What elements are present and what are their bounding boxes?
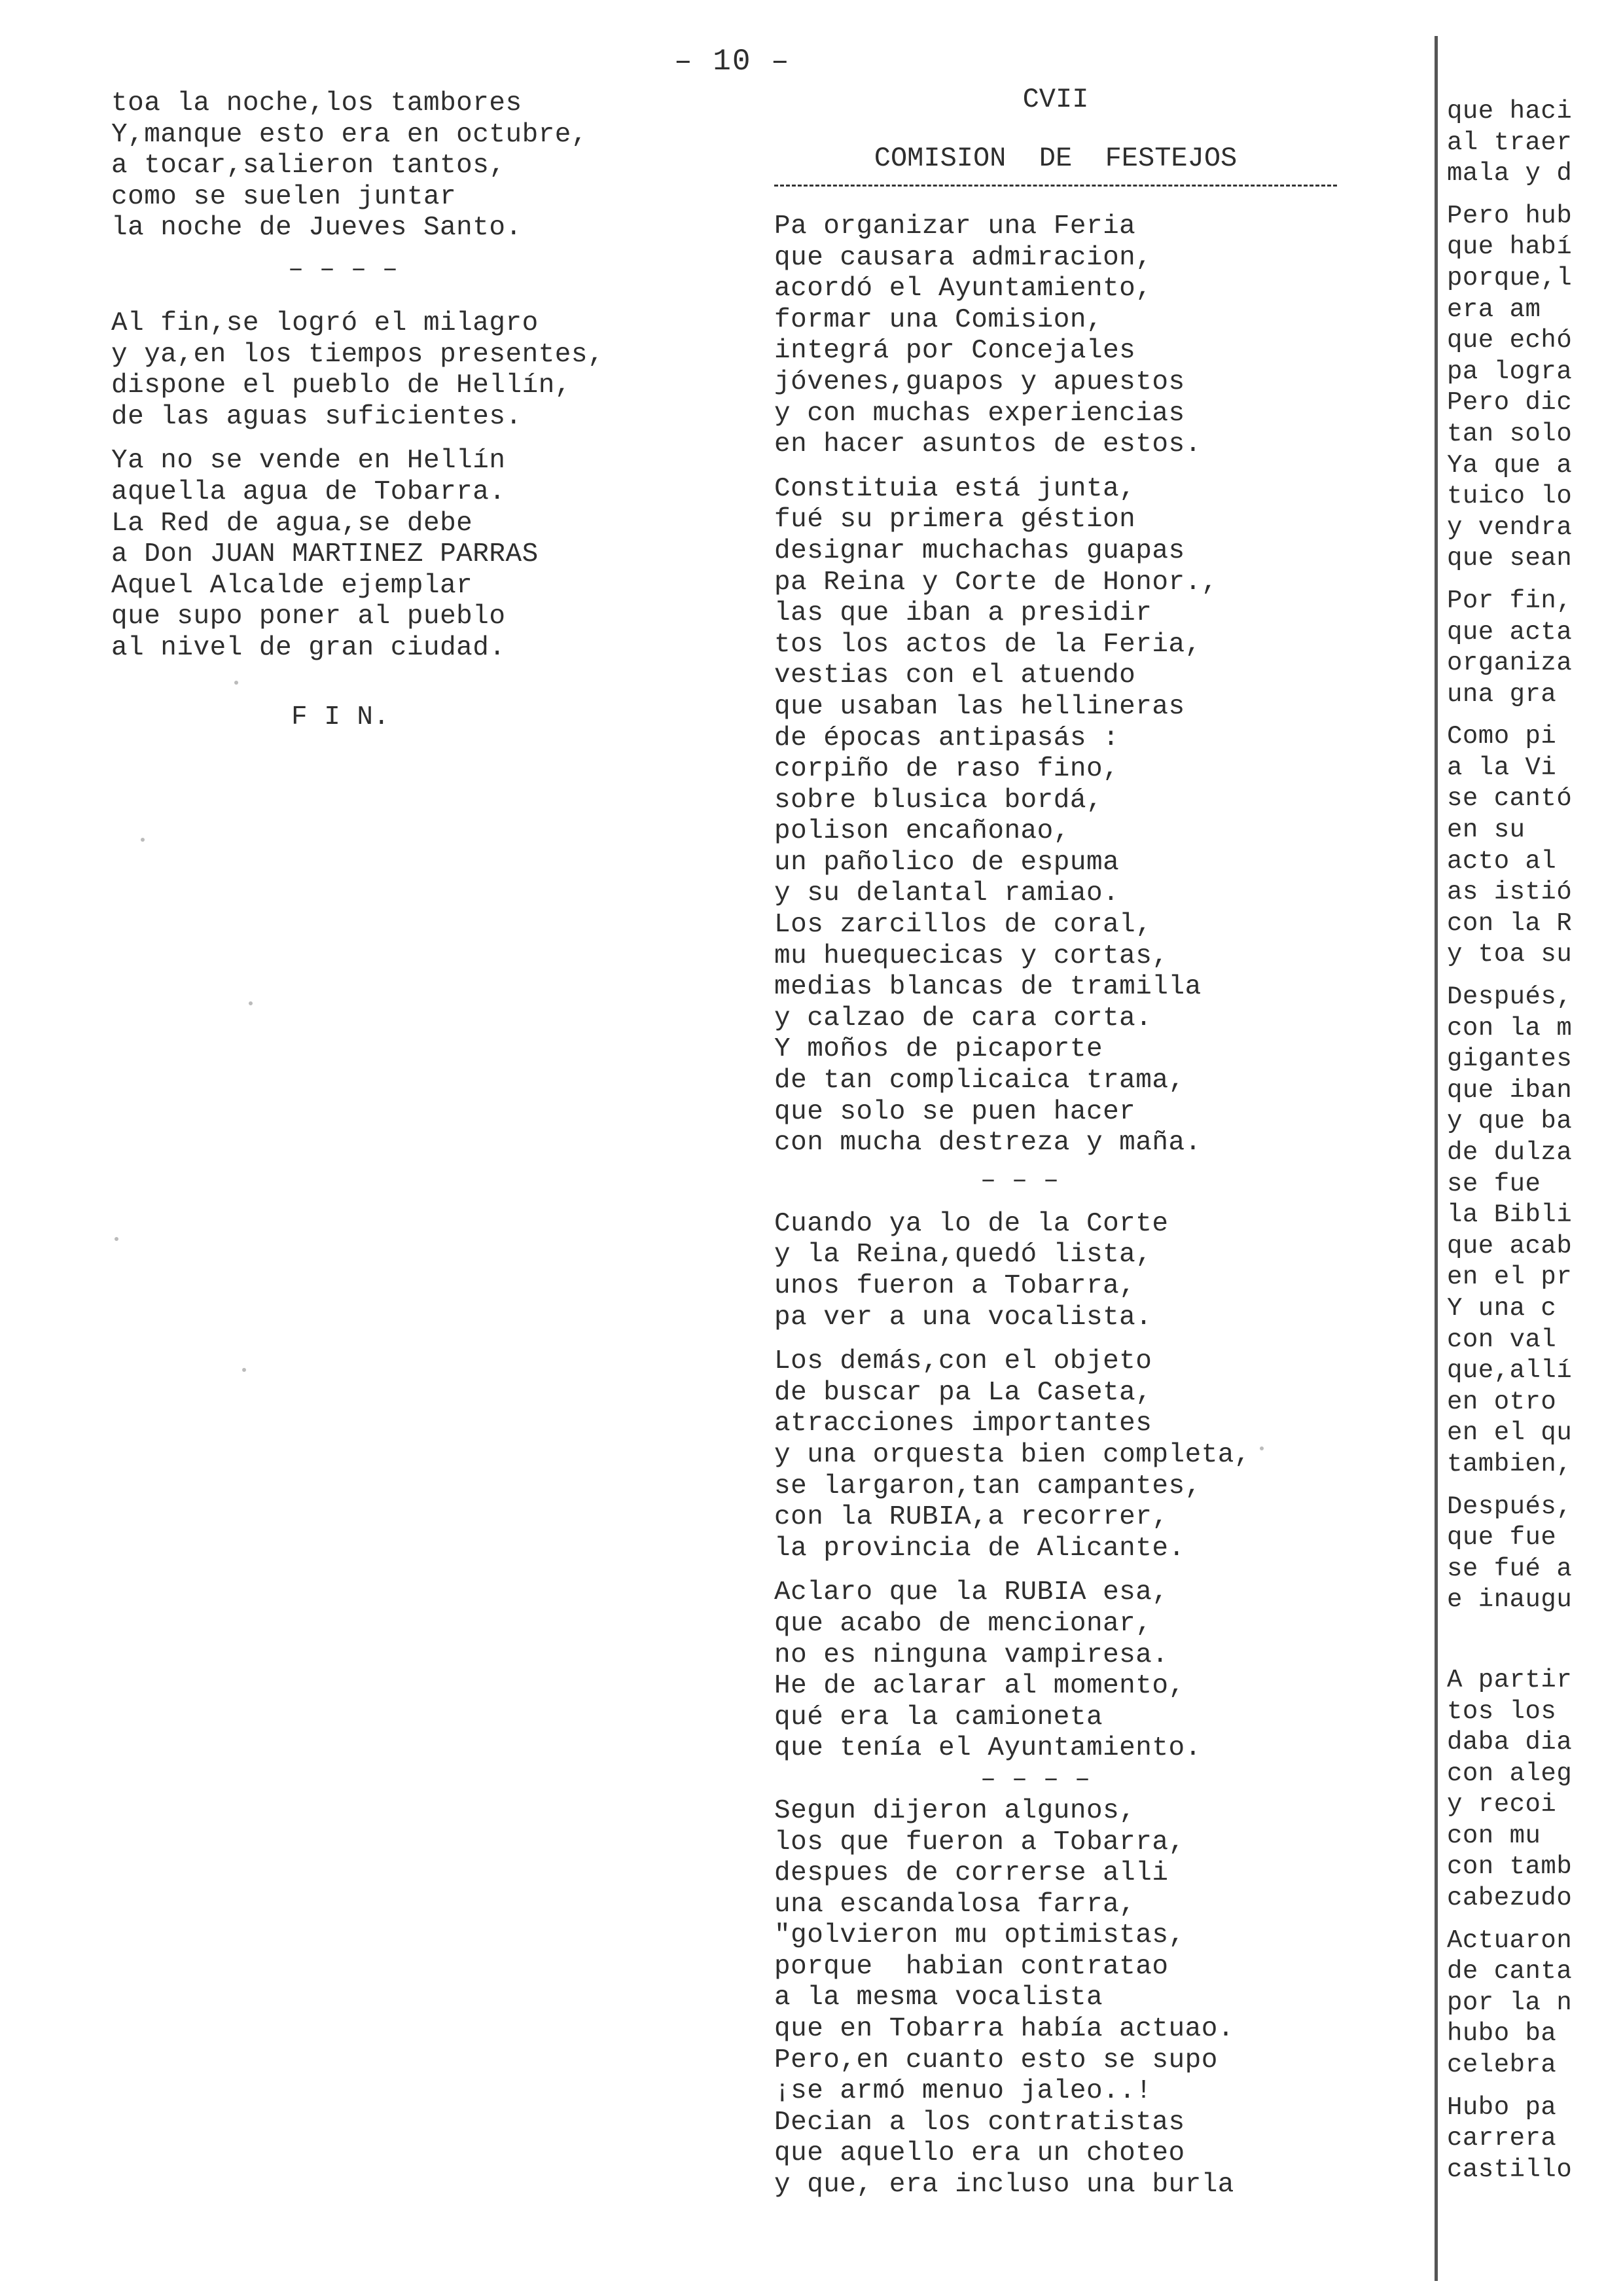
poem-line: se cantó bbox=[1447, 784, 1573, 814]
poem-line: Segun dijeron algunos, bbox=[774, 1795, 1136, 1826]
right-stanza-6 bbox=[1447, 1492, 1623, 1616]
right-cropped-column bbox=[1435, 36, 1623, 2281]
poem-line: en el pr bbox=[1447, 1263, 1573, 1292]
poem-line: cabezudo bbox=[1447, 1884, 1573, 1913]
poem-line: atracciones importantes bbox=[774, 1408, 1152, 1439]
poem-line: tambien, bbox=[1447, 1449, 1573, 1479]
poem-line: y recoi bbox=[1447, 1790, 1557, 1820]
poem-line: Y moños de picaporte bbox=[774, 1034, 1103, 1065]
poem-line: gigantes bbox=[1447, 1045, 1573, 1074]
end-marker: F I N. bbox=[291, 702, 390, 732]
right-stanza-8 bbox=[1447, 1926, 1623, 2081]
poem-line: en otro bbox=[1447, 1387, 1557, 1416]
poem-line: se fue bbox=[1447, 1169, 1541, 1198]
poem-line: Decian a los contratistas bbox=[774, 2107, 1185, 2138]
stanza-separator: – – – bbox=[980, 1166, 1060, 1196]
poem-line: tos los bbox=[1447, 1696, 1557, 1726]
poem-line: se fué a bbox=[1447, 1554, 1573, 1583]
poem-line: de tan complicaica trama, bbox=[774, 1066, 1185, 1096]
poem-line: con val bbox=[1447, 1325, 1557, 1354]
right-stanza-3 bbox=[1447, 586, 1623, 710]
poem-line: al traer bbox=[1447, 128, 1573, 157]
poem-line: que habí bbox=[1447, 232, 1573, 262]
poem-line: y una orquesta bien completa, bbox=[774, 1439, 1251, 1470]
chapter-number: CVII bbox=[1022, 84, 1089, 115]
poem-line: y la Reina,quedó lista, bbox=[774, 1240, 1152, 1270]
poem-line: La Red de agua,se debe bbox=[111, 508, 473, 539]
poem-line: mu huequecicas y cortas, bbox=[774, 941, 1169, 971]
poem-line: de las aguas suficientes. bbox=[111, 401, 522, 432]
right-stanza-1 bbox=[1447, 96, 1623, 190]
poem-line: en el qu bbox=[1447, 1418, 1573, 1448]
right-stanza-2 bbox=[1447, 201, 1623, 575]
poem-line: una gra bbox=[1447, 679, 1557, 709]
poem-line: que,allí bbox=[1447, 1356, 1573, 1386]
poem-line: de buscar pa La Caseta, bbox=[774, 1377, 1152, 1408]
poem-line: que solo se puen hacer bbox=[774, 1096, 1136, 1127]
poem-line: de canta bbox=[1447, 1957, 1573, 1986]
poem-line: los que fueron a Tobarra, bbox=[774, 1827, 1185, 1857]
poem-line: despues de correrse alli bbox=[774, 1858, 1169, 1889]
poem-line: que fue bbox=[1447, 1523, 1557, 1552]
poem-line: que aquello era un choteo bbox=[774, 2138, 1185, 2169]
poem-line: formar una Comision, bbox=[774, 304, 1103, 335]
poem-line: designar muchachas guapas bbox=[774, 535, 1185, 566]
poem-line: y ya,en los tiempos presentes, bbox=[111, 339, 605, 370]
poem-line: acordó el Ayuntamiento, bbox=[774, 274, 1152, 304]
poem-line: dispone el pueblo de Hellín, bbox=[111, 370, 571, 401]
poem-line: acto al bbox=[1447, 846, 1557, 876]
poem-line: que supo poner al pueblo bbox=[111, 601, 506, 632]
poem-line: organiza bbox=[1447, 649, 1573, 678]
poem-line: Los demás,con el objeto bbox=[774, 1346, 1152, 1377]
poem-line: a la mesma vocalista bbox=[774, 1982, 1103, 2013]
poem-line: que tenía el Ayuntamiento. bbox=[774, 1733, 1202, 1764]
poem-line: no es ninguna vampiresa. bbox=[774, 1640, 1169, 1670]
poem-line: A partir bbox=[1447, 1665, 1573, 1695]
poem-line: vestias con el atuendo bbox=[774, 660, 1136, 691]
poem-line: porque,l bbox=[1447, 263, 1573, 293]
poem-line: Cuando ya lo de la Corte bbox=[774, 1208, 1169, 1239]
poem-line: Después, bbox=[1447, 982, 1573, 1012]
poem-line: una escandalosa farra, bbox=[774, 1889, 1136, 1920]
scan-speck bbox=[234, 681, 238, 685]
poem-line: porque habian contratao bbox=[774, 1951, 1169, 1982]
poem-line: y su delantal ramiao. bbox=[774, 878, 1120, 909]
poem-line: Los zarcillos de coral, bbox=[774, 910, 1152, 941]
poem-line: "golvieron mu optimistas, bbox=[774, 1920, 1185, 1951]
poem-line: fué su primera géstion bbox=[774, 505, 1136, 535]
poem-line: con la R bbox=[1447, 908, 1573, 938]
poem-line: que en Tobarra había actuao. bbox=[774, 2014, 1234, 2045]
poem-line: con la m bbox=[1447, 1013, 1573, 1043]
scan-speck bbox=[249, 1001, 253, 1005]
mid-stanza-6 bbox=[774, 1796, 1337, 2201]
chapter-title: COMISION DE FESTEJOS bbox=[874, 143, 1238, 174]
poem-line: con tamb bbox=[1447, 1852, 1573, 1882]
poem-line: a tocar,salieron tantos, bbox=[111, 151, 506, 181]
poem-line: toa la noche,los tambores bbox=[111, 88, 522, 118]
poem-line: integrá por Concejales bbox=[774, 336, 1136, 367]
poem-line: mala y d bbox=[1447, 159, 1573, 188]
poem-line: Y,manque esto era en octubre, bbox=[111, 119, 588, 150]
poem-line: al nivel de gran ciudad. bbox=[111, 632, 506, 663]
poem-line: celebra bbox=[1447, 2051, 1557, 2080]
poem-line: con la RUBIA,a recorrer, bbox=[774, 1502, 1169, 1533]
poem-line: la noche de Jueves Santo. bbox=[111, 213, 522, 243]
poem-line: castillo bbox=[1447, 2155, 1573, 2184]
poem-line: e inaugu bbox=[1447, 1585, 1573, 1615]
poem-line: se largaron,tan campantes, bbox=[774, 1471, 1202, 1501]
poem-line: y que, era incluso una burla bbox=[774, 2170, 1234, 2200]
poem-line: hubo ba bbox=[1447, 2019, 1557, 2049]
poem-line: carrera bbox=[1447, 2124, 1557, 2153]
poem-line: tos los actos de la Feria, bbox=[774, 629, 1202, 660]
poem-line: Aclaro que la RUBIA esa, bbox=[774, 1577, 1169, 1608]
poem-line: la provincia de Alicante. bbox=[774, 1533, 1185, 1564]
poem-line: qué era la camioneta bbox=[774, 1702, 1103, 1732]
poem-line: tuico lo bbox=[1447, 482, 1573, 511]
poem-line: polison encañonao, bbox=[774, 816, 1070, 847]
poem-line: Ya no se vende en Hellín bbox=[111, 446, 506, 476]
right-stanza-9 bbox=[1447, 2092, 1623, 2186]
scan-speck bbox=[115, 1237, 118, 1241]
left-poem-column bbox=[111, 88, 700, 733]
poem-line: la Bibli bbox=[1447, 1200, 1573, 1230]
poem-line: Actuaron bbox=[1447, 1926, 1573, 1955]
poem-line: por la n bbox=[1447, 1988, 1573, 2017]
poem-line: pa logra bbox=[1447, 357, 1573, 386]
poem-line: las que iban a presidir bbox=[774, 598, 1152, 629]
poem-line: Al fin,se logró el milagro bbox=[111, 308, 539, 338]
left-stanza-2 bbox=[111, 308, 700, 433]
poem-line: era am bbox=[1447, 295, 1541, 324]
poem-line: daba dia bbox=[1447, 1728, 1573, 1757]
poem-line: corpiño de raso fino, bbox=[774, 754, 1120, 785]
left-stanza-1 bbox=[111, 88, 700, 244]
poem-line: en hacer asuntos de estos. bbox=[774, 429, 1202, 460]
poem-line: que causara admiracion, bbox=[774, 242, 1152, 273]
poem-line: como se suelen juntar bbox=[111, 181, 457, 212]
poem-line: medias blancas de tramilla bbox=[774, 972, 1202, 1003]
poem-line: que sean bbox=[1447, 544, 1573, 573]
scan-speck bbox=[141, 838, 145, 842]
poem-line: que iban bbox=[1447, 1075, 1573, 1105]
poem-line: Pero dic bbox=[1447, 388, 1573, 418]
poem-line: con mucha destreza y maña. bbox=[774, 1128, 1202, 1158]
poem-line: Constituia está junta, bbox=[774, 473, 1136, 504]
poem-line: que echó bbox=[1447, 326, 1573, 355]
poem-line: Por fin, bbox=[1447, 586, 1573, 615]
poem-line: pa Reina y Corte de Honor., bbox=[774, 567, 1218, 598]
poem-line: Después, bbox=[1447, 1492, 1573, 1521]
poem-line: que acab bbox=[1447, 1231, 1573, 1261]
poem-line: y que ba bbox=[1447, 1107, 1573, 1136]
scan-speck bbox=[1260, 1446, 1264, 1450]
poem-line: Ya que a bbox=[1447, 450, 1573, 480]
poem-line: a la Vi bbox=[1447, 753, 1557, 782]
right-stanza-5 bbox=[1447, 982, 1623, 1480]
mid-stanza-1 bbox=[774, 211, 1337, 461]
poem-line: Pero,en cuanto esto se supo bbox=[774, 2045, 1218, 2075]
scan-speck bbox=[242, 1368, 246, 1372]
poem-line: con mu bbox=[1447, 1821, 1541, 1850]
poem-line: de dulza bbox=[1447, 1138, 1573, 1167]
poem-line: que haci bbox=[1447, 97, 1573, 126]
poem-line: y toa su bbox=[1447, 940, 1573, 969]
left-stanza-3 bbox=[111, 446, 700, 664]
page-number: – 10 – bbox=[674, 45, 791, 79]
poem-line: un pañolico de espuma bbox=[774, 847, 1120, 878]
poem-line: as istió bbox=[1447, 878, 1573, 907]
poem-line: ¡se armó menuo jaleo..! bbox=[774, 2076, 1152, 2107]
poem-line: pa ver a una vocalista. bbox=[774, 1302, 1152, 1333]
poem-line: Aquel Alcalde ejemplar bbox=[111, 570, 473, 601]
mid-stanza-4 bbox=[774, 1346, 1337, 1564]
mid-stanza-3 bbox=[774, 1209, 1337, 1333]
stanza-separator: – – – – bbox=[288, 255, 399, 285]
middle-poem-column bbox=[774, 84, 1337, 2201]
poem-line: tan solo bbox=[1447, 419, 1573, 448]
poem-line: Hubo pa bbox=[1447, 2092, 1557, 2122]
poem-line: en su bbox=[1447, 816, 1525, 845]
mid-stanza-2 bbox=[774, 474, 1337, 1159]
poem-line: Como pi bbox=[1447, 722, 1557, 751]
poem-line: Y una c bbox=[1447, 1293, 1557, 1323]
right-stanza-7 bbox=[1447, 1665, 1623, 1914]
poem-line: con aleg bbox=[1447, 1759, 1573, 1788]
poem-line: jóvenes,guapos y apuestos bbox=[774, 367, 1185, 397]
poem-line: sobre blusica bordá, bbox=[774, 785, 1103, 816]
poem-line: que acabo de mencionar, bbox=[774, 1608, 1152, 1639]
right-stanza-4 bbox=[1447, 721, 1623, 971]
title-rule bbox=[774, 185, 1337, 187]
mid-stanza-5 bbox=[774, 1577, 1337, 1765]
poem-line: y calzao de cara corta. bbox=[774, 1003, 1152, 1033]
poem-line: y vendra bbox=[1447, 512, 1573, 542]
poem-line: He de aclarar al momento, bbox=[774, 1671, 1185, 1702]
poem-line: unos fueron a Tobarra, bbox=[774, 1271, 1136, 1301]
poem-line: que usaban las hellineras bbox=[774, 691, 1185, 722]
poem-line: aquella agua de Tobarra. bbox=[111, 476, 506, 507]
stanza-separator: – – – – bbox=[980, 1765, 1091, 1795]
poem-line: a Don JUAN MARTINEZ PARRAS bbox=[111, 539, 539, 570]
poem-line: y con muchas experiencias bbox=[774, 398, 1185, 429]
poem-line: Pa organizar una Feria bbox=[774, 211, 1136, 242]
poem-line: Pero hub bbox=[1447, 201, 1573, 230]
poem-line: de épocas antipasás : bbox=[774, 723, 1120, 753]
poem-line: que acta bbox=[1447, 617, 1573, 647]
